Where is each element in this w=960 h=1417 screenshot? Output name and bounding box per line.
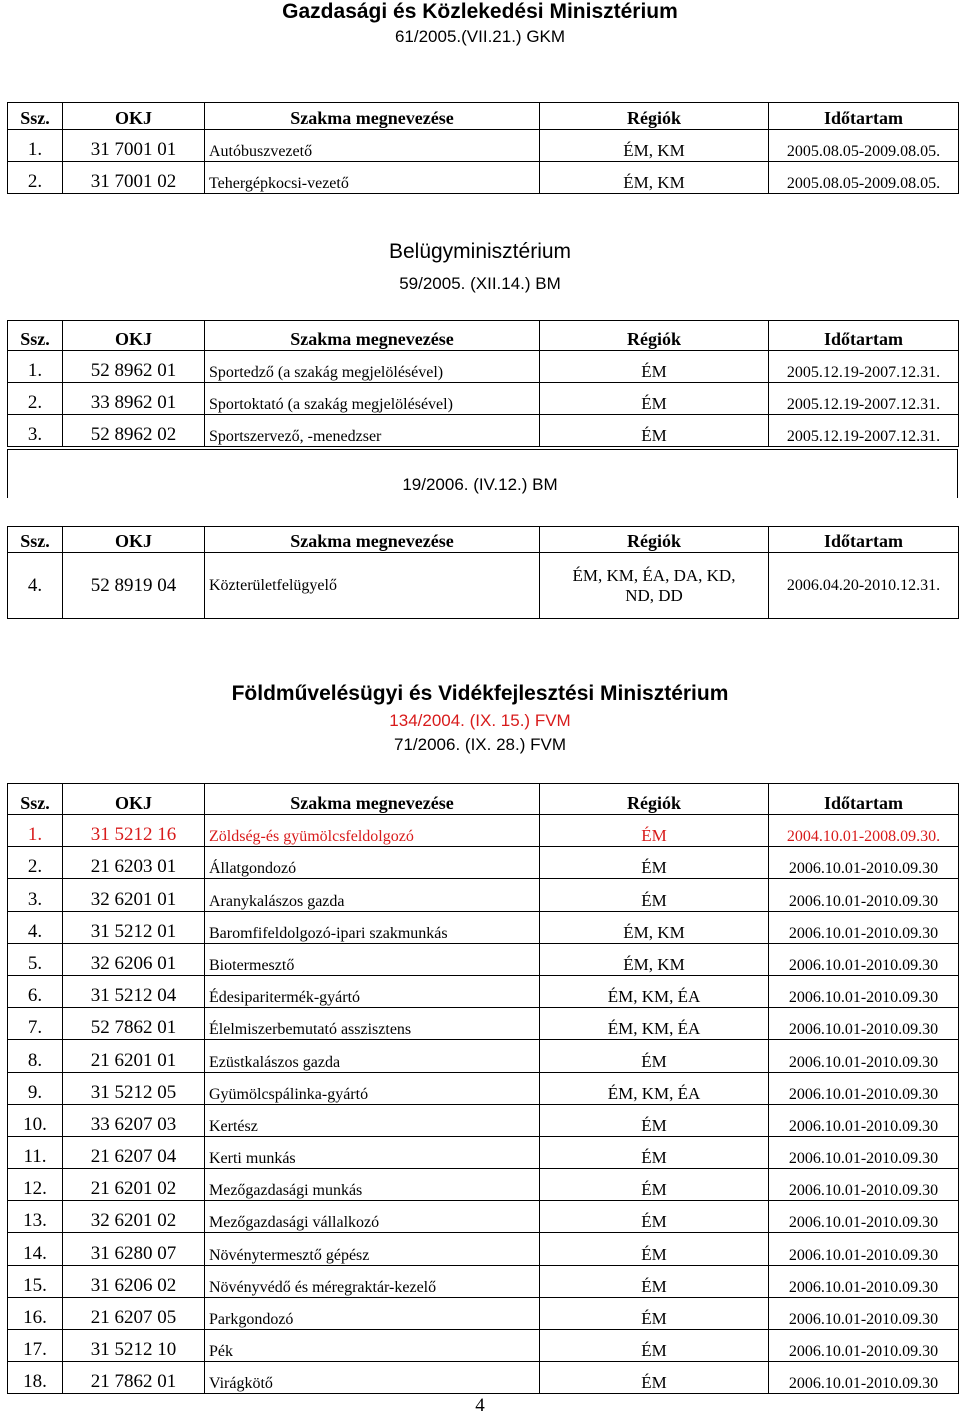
column-header-name: Szakma megnevezése: [205, 784, 540, 815]
table-row: [8, 847, 959, 879]
cell-okj: 31 7001 01: [63, 130, 205, 162]
column-header-regions: Régiók: [540, 784, 769, 815]
cell-name: Kerti munkás: [205, 1136, 540, 1168]
table-row: [8, 1233, 959, 1265]
cell-okj: 33 6207 03: [63, 1104, 205, 1136]
column-header-regions: Régiók: [540, 321, 769, 351]
ministry-title-bm: Belügyminisztérium: [388, 240, 572, 263]
table-row: [8, 553, 959, 619]
cell-ssz: 2.: [8, 383, 63, 415]
column-header-okj: OKJ: [63, 103, 205, 130]
cell-name: Parkgondozó: [205, 1297, 540, 1329]
table-row: [8, 1040, 959, 1072]
column-header-okj: OKJ: [63, 321, 205, 351]
cell-okj: 33 8962 01: [63, 383, 205, 415]
cell-duration: 2006.10.01-2010.09.30: [769, 943, 959, 975]
cell-name: Virágkötő: [205, 1362, 540, 1394]
column-header-okj: OKJ: [63, 527, 205, 553]
cell-regions: ÉM: [540, 1040, 769, 1072]
decree-fvm-2: 71/2006. (IX. 28.) FVM: [394, 735, 566, 754]
cell-duration: 2005.12.19-2007.12.31.: [769, 383, 959, 415]
table-fvm: [7, 783, 959, 1394]
column-header-duration: Időtartam: [769, 784, 959, 815]
cell-regions: ÉM, KM, ÉA: [540, 1072, 769, 1104]
table-row: [8, 1265, 959, 1297]
cell-name: Növényvédő és méregraktár-kezelő: [205, 1265, 540, 1297]
cell-name: Kertész: [205, 1104, 540, 1136]
cell-name: Ezüstkalászos gazda: [205, 1040, 540, 1072]
cell-okj: 31 6280 07: [63, 1233, 205, 1265]
cell-name: Állatgondozó: [205, 847, 540, 879]
cell-okj: 52 7862 01: [63, 1008, 205, 1040]
cell-name: Sportedző (a szakág megjelölésével): [205, 351, 540, 383]
cell-regions: ÉM: [540, 815, 769, 847]
cell-regions: ÉM: [540, 1330, 769, 1362]
cell-duration: 2006.10.01-2010.09.30: [769, 1169, 959, 1201]
table-header-row: [8, 103, 959, 130]
table-row: [8, 1136, 959, 1168]
cell-okj: 31 5212 16: [63, 815, 205, 847]
cell-name: Baromfifeldolgozó-ipari szakmunkás: [205, 911, 540, 943]
cell-okj: 31 6206 02: [63, 1265, 205, 1297]
cell-ssz: 17.: [8, 1330, 63, 1362]
cell-okj: 31 7001 02: [63, 162, 205, 194]
table-row: [8, 1169, 959, 1201]
cell-name: Gyümölcspálinka-gyártó: [205, 1072, 540, 1104]
cell-name: Aranykalászos gazda: [205, 879, 540, 911]
table-row: [8, 1362, 959, 1394]
table-row: [8, 351, 959, 383]
cell-ssz: 18.: [8, 1362, 63, 1394]
cell-duration: 2006.10.01-2010.09.30: [769, 1104, 959, 1136]
cell-regions: ÉM: [540, 351, 769, 383]
cell-okj: 21 6207 04: [63, 1136, 205, 1168]
cell-regions: ÉM: [540, 1362, 769, 1394]
cell-regions: ÉM: [540, 415, 769, 447]
column-header-duration: Időtartam: [769, 527, 959, 553]
table-row: [8, 1008, 959, 1040]
table-bm-2: [7, 526, 959, 619]
cell-ssz: 5.: [8, 943, 63, 975]
cell-regions: ÉM, KM, ÉA: [540, 975, 769, 1007]
cell-ssz: 15.: [8, 1265, 63, 1297]
table-gkm: [7, 102, 959, 194]
table-row: [8, 1072, 959, 1104]
cell-okj: 52 8962 01: [63, 351, 205, 383]
table-bm-1: [7, 320, 959, 447]
cell-regions: ÉM: [540, 1169, 769, 1201]
cell-duration: 2006.10.01-2010.09.30: [769, 1040, 959, 1072]
column-header-ssz: Ssz.: [8, 784, 63, 815]
column-header-okj: OKJ: [63, 784, 205, 815]
cell-name: Mezőgazdasági vállalkozó: [205, 1201, 540, 1233]
cell-regions: ÉM: [540, 847, 769, 879]
column-header-name: Szakma megnevezése: [205, 527, 540, 553]
cell-duration: 2006.10.01-2010.09.30: [769, 1136, 959, 1168]
cell-duration: 2005.12.19-2007.12.31.: [769, 415, 959, 447]
cell-duration: 2006.10.01-2010.09.30: [769, 879, 959, 911]
decree-bm-2: 19/2006. (IV.12.) BM: [402, 475, 558, 494]
column-header-regions: Régiók: [540, 103, 769, 130]
cell-regions: ÉM, KM, ÉA, DA, KD, ND, DD: [540, 553, 769, 619]
column-header-ssz: Ssz.: [8, 527, 63, 553]
cell-okj: 31 5212 04: [63, 975, 205, 1007]
column-header-ssz: Ssz.: [8, 103, 63, 130]
table-row: [8, 1104, 959, 1136]
cell-ssz: 1.: [8, 351, 63, 383]
cell-okj: 21 6203 01: [63, 847, 205, 879]
cell-duration: 2006.10.01-2010.09.30: [769, 975, 959, 1007]
cell-ssz: 3.: [8, 415, 63, 447]
table-row: [8, 1330, 959, 1362]
cell-regions: ÉM: [540, 1233, 769, 1265]
cell-okj: 31 5212 01: [63, 911, 205, 943]
cell-ssz: 10.: [8, 1104, 63, 1136]
cell-duration: 2006.10.01-2010.09.30: [769, 1072, 959, 1104]
cell-duration: 2006.10.01-2010.09.30: [769, 1233, 959, 1265]
cell-okj: 31 5212 10: [63, 1330, 205, 1362]
cell-regions: ÉM, KM: [540, 943, 769, 975]
cell-ssz: 3.: [8, 879, 63, 911]
cell-okj: 21 7862 01: [63, 1362, 205, 1394]
cell-regions: ÉM, KM, ÉA: [540, 1008, 769, 1040]
cell-regions: ÉM, KM: [540, 162, 769, 194]
cell-ssz: 1.: [8, 130, 63, 162]
cell-regions: ÉM: [540, 1297, 769, 1329]
cell-ssz: 9.: [8, 1072, 63, 1104]
cell-ssz: 13.: [8, 1201, 63, 1233]
cell-regions: ÉM: [540, 879, 769, 911]
cell-okj: 52 8962 02: [63, 415, 205, 447]
column-header-duration: Időtartam: [769, 103, 959, 130]
cell-duration: 2006.10.01-2010.09.30: [769, 847, 959, 879]
decree-gkm: 61/2005.(VII.21.) GKM: [394, 27, 566, 46]
cell-ssz: 7.: [8, 1008, 63, 1040]
cell-okj: 32 6201 02: [63, 1201, 205, 1233]
cell-duration: 2006.10.01-2010.09.30: [769, 1265, 959, 1297]
cell-duration: 2004.10.01-2008.09.30.: [769, 815, 959, 847]
column-header-name: Szakma megnevezése: [205, 321, 540, 351]
cell-okj: 21 6201 01: [63, 1040, 205, 1072]
cell-ssz: 11.: [8, 1136, 63, 1168]
page-number: 4: [475, 1395, 485, 1416]
cell-regions: ÉM: [540, 383, 769, 415]
cell-okj: 32 6201 01: [63, 879, 205, 911]
cell-duration: 2006.10.01-2010.09.30: [769, 1201, 959, 1233]
table-row: [8, 1201, 959, 1233]
cell-ssz: 8.: [8, 1040, 63, 1072]
cell-regions: ÉM: [540, 1265, 769, 1297]
table-row: [8, 911, 959, 943]
cell-ssz: 12.: [8, 1169, 63, 1201]
table-header-row: [8, 784, 959, 815]
cell-duration: 2005.08.05-2009.08.05.: [769, 162, 959, 194]
cell-name: Mezőgazdasági munkás: [205, 1169, 540, 1201]
cell-name: Zöldség-és gyümölcsfeldolgozó: [205, 815, 540, 847]
cell-duration: 2006.04.20-2010.12.31.: [769, 553, 959, 619]
cell-regions: ÉM: [540, 1104, 769, 1136]
table-row: [8, 162, 959, 194]
cell-ssz: 16.: [8, 1297, 63, 1329]
decree-fvm-1: 134/2004. (IX. 15.) FVM: [389, 711, 571, 730]
cell-name: Sportszervező, -menedzser: [205, 415, 540, 447]
cell-duration: 2006.10.01-2010.09.30: [769, 1297, 959, 1329]
cell-okj: 21 6201 02: [63, 1169, 205, 1201]
column-header-regions: Régiók: [540, 527, 769, 553]
table-row: [8, 130, 959, 162]
table-header-row: [8, 321, 959, 351]
table-row: [8, 879, 959, 911]
table-row: [8, 1297, 959, 1329]
cell-duration: 2005.08.05-2009.08.05.: [769, 130, 959, 162]
decree-bm-1: 59/2005. (XII.14.) BM: [399, 274, 561, 293]
cell-name: Közterületfelügyelő: [205, 553, 540, 619]
cell-ssz: 6.: [8, 975, 63, 1007]
cell-okj: 52 8919 04: [63, 553, 205, 619]
cell-duration: 2006.10.01-2010.09.30: [769, 1008, 959, 1040]
cell-ssz: 2.: [8, 847, 63, 879]
cell-name: Sportoktató (a szakág megjelölésével): [205, 383, 540, 415]
cell-name: Biotermesztő: [205, 943, 540, 975]
cell-duration: 2005.12.19-2007.12.31.: [769, 351, 959, 383]
cell-name: Édesiparitermék-gyártó: [205, 975, 540, 1007]
cell-regions: ÉM, KM: [540, 911, 769, 943]
cell-name: Tehergépkocsi-vezető: [205, 162, 540, 194]
cell-regions: ÉM: [540, 1136, 769, 1168]
column-header-duration: Időtartam: [769, 321, 959, 351]
cell-ssz: 4.: [8, 553, 63, 619]
table-row: [8, 943, 959, 975]
ministry-title-fvm: Földművelésügyi és Vidékfejlesztési Minisztérium: [231, 682, 729, 705]
cell-duration: 2006.10.01-2010.09.30: [769, 1330, 959, 1362]
table-row: [8, 975, 959, 1007]
cell-ssz: 4.: [8, 911, 63, 943]
cell-ssz: 14.: [8, 1233, 63, 1265]
cell-ssz: 2.: [8, 162, 63, 194]
cell-name: Élelmiszerbemutató asszisztens: [205, 1008, 540, 1040]
table-row: [8, 815, 959, 847]
cell-name: Autóbuszvezető: [205, 130, 540, 162]
table-header-row: [8, 527, 959, 553]
column-header-ssz: Ssz.: [8, 321, 63, 351]
table-row: [8, 415, 959, 447]
ministry-title-gkm: Gazdasági és Közlekedési Minisztérium: [282, 0, 678, 23]
cell-name: Növénytermesztő gépész: [205, 1233, 540, 1265]
cell-name: Pék: [205, 1330, 540, 1362]
cell-okj: 21 6207 05: [63, 1297, 205, 1329]
cell-regions: ÉM, KM: [540, 130, 769, 162]
cell-duration: 2006.10.01-2010.09.30: [769, 1362, 959, 1394]
cell-duration: 2006.10.01-2010.09.30: [769, 911, 959, 943]
cell-okj: 32 6206 01: [63, 943, 205, 975]
table-row: [8, 383, 959, 415]
cell-regions: ÉM: [540, 1201, 769, 1233]
cell-ssz: 1.: [8, 815, 63, 847]
column-header-name: Szakma megnevezése: [205, 103, 540, 130]
cell-okj: 31 5212 05: [63, 1072, 205, 1104]
